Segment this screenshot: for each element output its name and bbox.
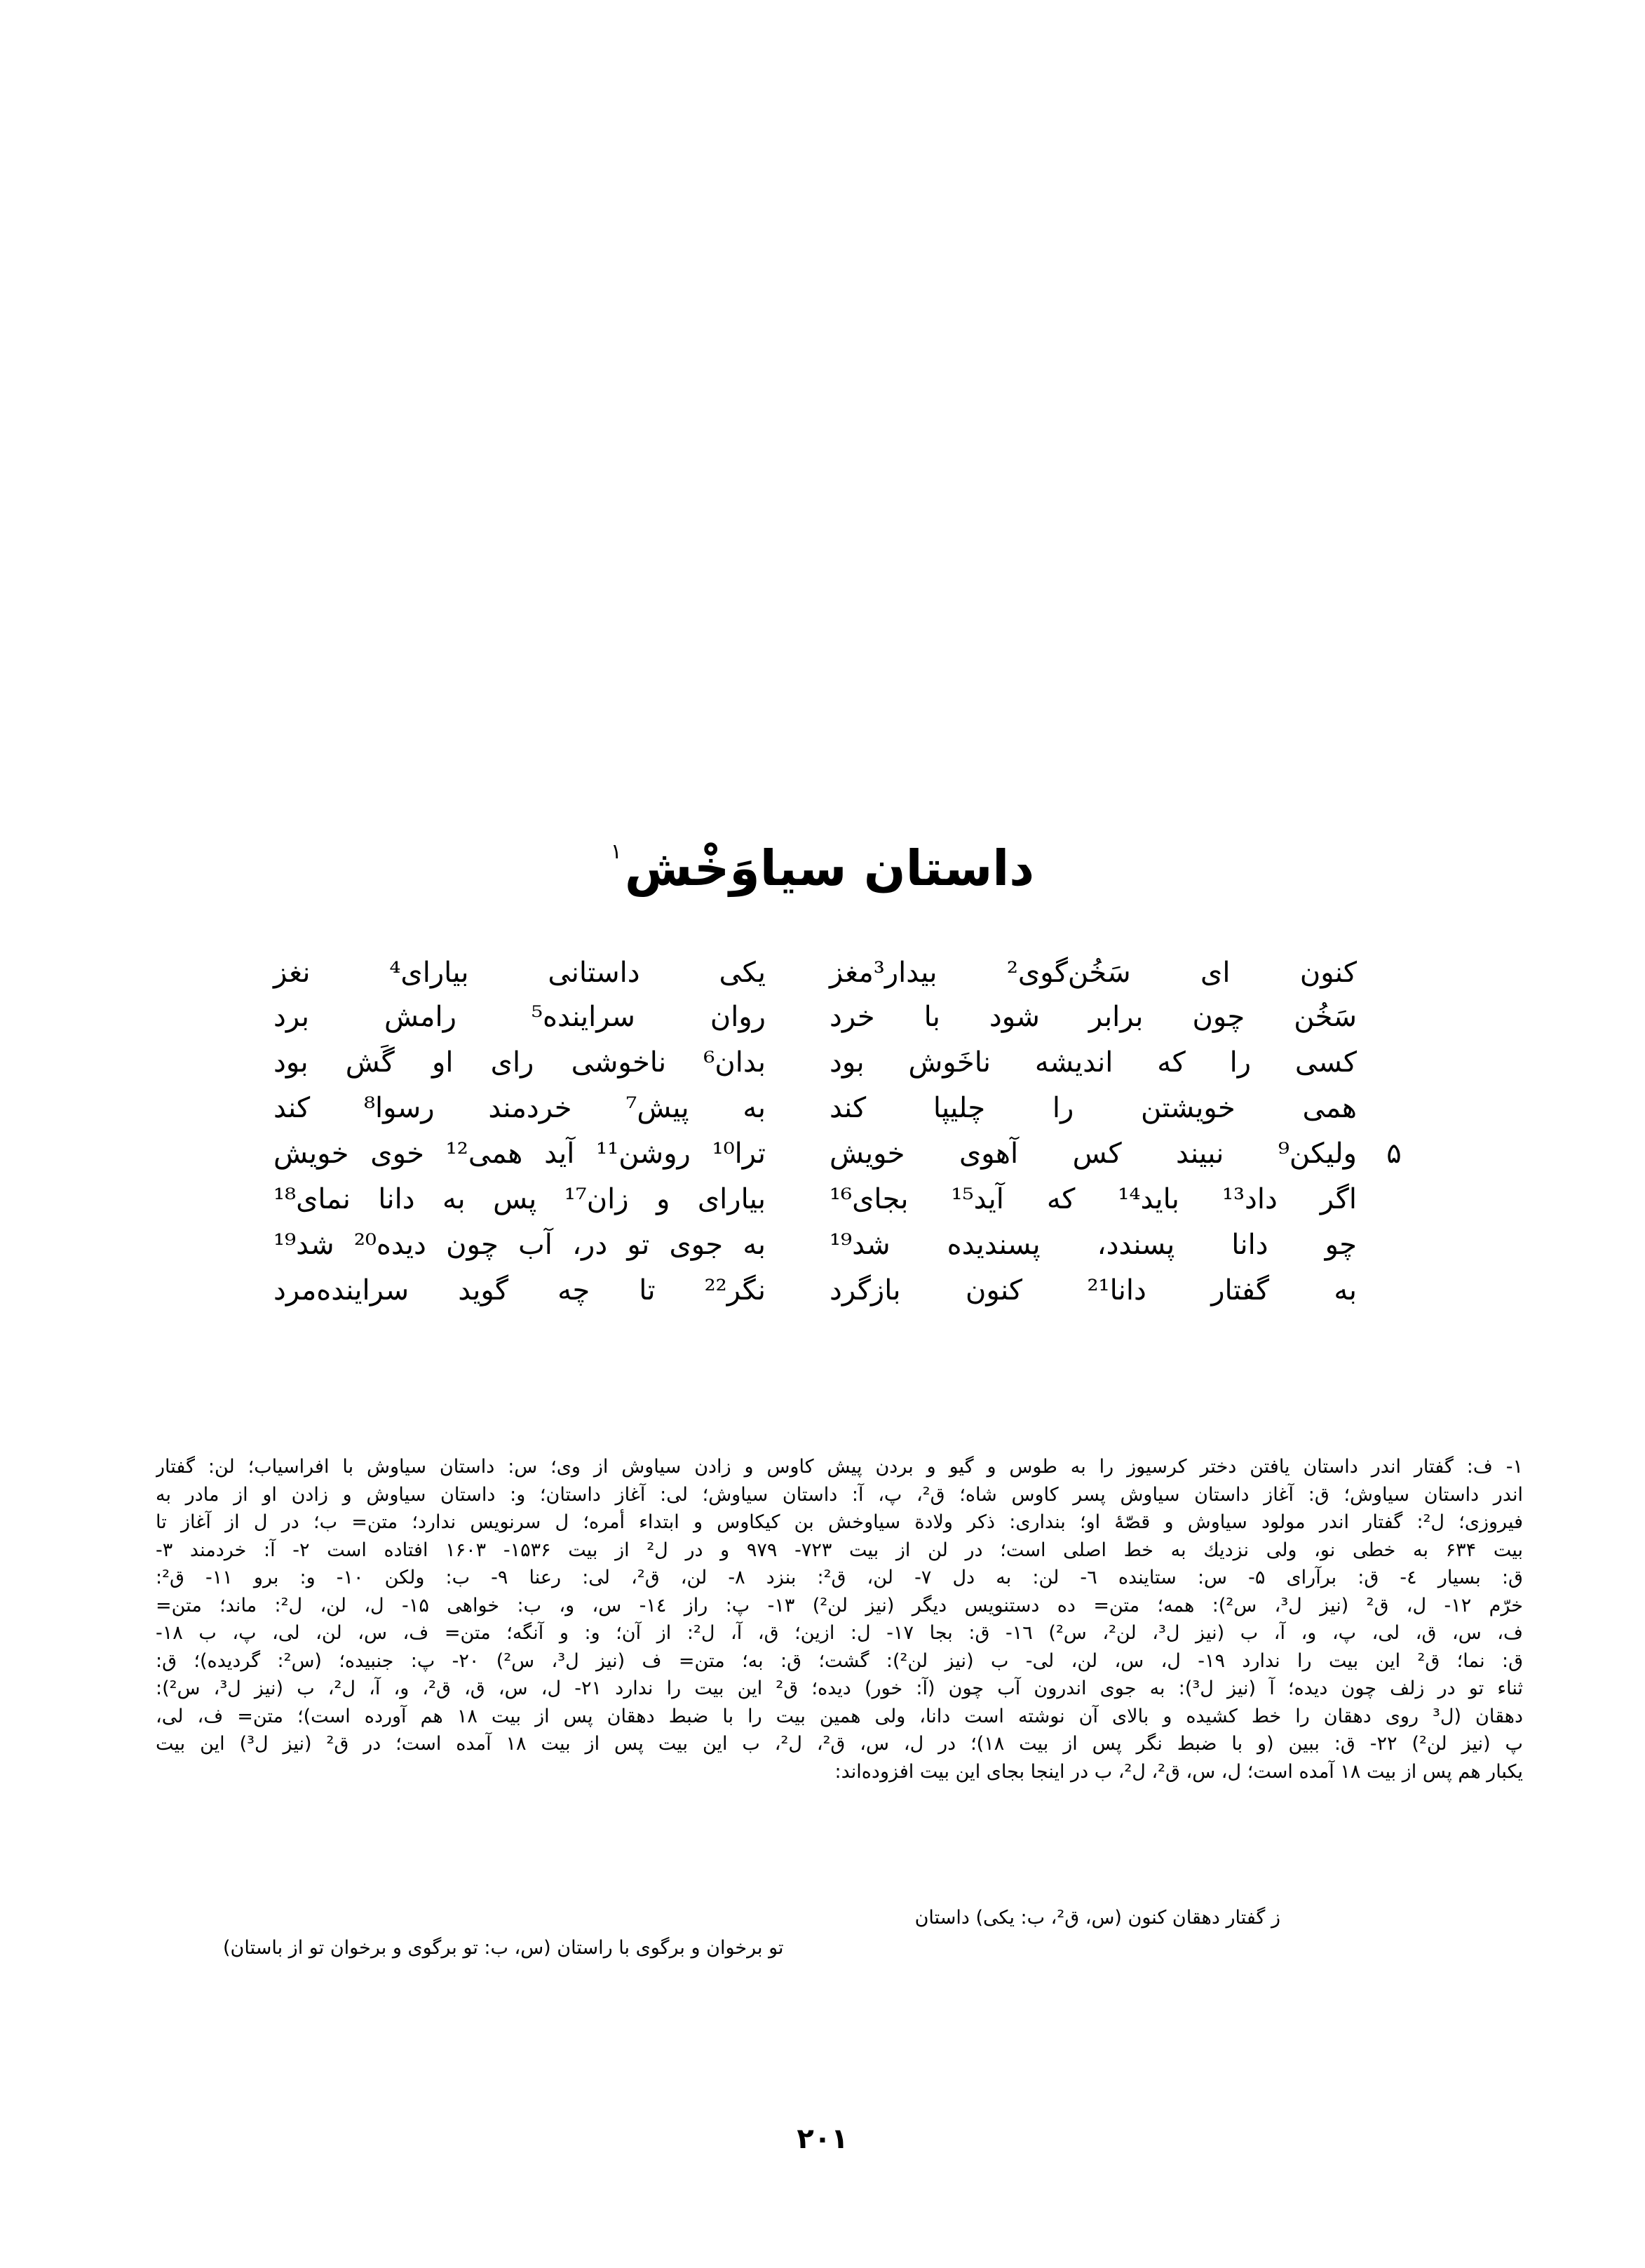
- hemistich-second: بیارای و زان¹⁷ پس به دانا نمای¹⁸: [273, 1183, 766, 1215]
- hemistich-first: اگر داد¹³ باید¹⁴ که آید¹⁵ بجای¹⁶: [830, 1183, 1357, 1215]
- footnotes: [156, 1453, 1523, 1786]
- chapter-title: [0, 814, 1645, 907]
- footnote-line: ثناء تو در زلف چون دیده؛ آ (نیز ل³): به جوی اندرون آب چون (آ: خور) دیده؛ ق² این بیت را ندارد ۲۱- ل، س، ق، ق²، و، آ، ل²، ب (نیز ل³، س²):: [156, 1678, 1523, 1699]
- hemistich-second: بدان⁶ ناخوشی رای او گَش بود: [273, 1046, 766, 1079]
- footnote-line: فیروزی؛ ل²: گفتار اندر مولود سیاوش و قصّهٔ او؛ بنداری: ذکر ولادة سیاوخش بن کیکاوس و ابتداء أمره؛ ل سرنویس ندارد؛ متن= ب؛ در ل از آغاز تا: [156, 1511, 1523, 1533]
- verse-row: [0, 1131, 1645, 1177]
- hemistich-first: همی خویشتن را چلیپا کند: [830, 1092, 1357, 1124]
- verse-row: [0, 1177, 1645, 1222]
- hemistich-second: یکی داستانی بیارای⁴ نغز: [273, 957, 766, 989]
- verse-row: [0, 994, 1645, 1040]
- page-number: ۲۰۱: [797, 2123, 848, 2155]
- hemistich-second: نگر²² تا چه گوید سراینده‌مرد: [273, 1274, 766, 1307]
- verse-row: [0, 1222, 1645, 1268]
- hemistich-first: به گفتار دانا²¹ کنون بازگرد: [830, 1274, 1357, 1307]
- verse-row: [0, 1268, 1645, 1314]
- verse-row: [0, 1040, 1645, 1086]
- footnote-line: ۱- ف: گفتار اندر داستان یافتن دختر کرسیوز را به طوس و گیو و بردن پیش کاوس و زادن سیاوش از وی؛ س: داستان سیاوش با افراسیاب؛ لن: گفتار: [156, 1456, 1523, 1478]
- footnote-line: ق: نما؛ ق² این بیت را ندارد ۱۹- ل، س، لن، لی- ب (نیز لن²): گشت؛ ق: به؛ متن= ف (نیز ل³، س²) ۲۰- پ: جنبیده؛ (س²: گردیده)؛ ق:: [156, 1649, 1523, 1672]
- footnote-line: ف، س، ق، لی، پ، و، آ، ب (نیز ل³، لن²، س²) ١٦- ق: بجا ۱۷- ل: ازین؛ ق، آ، ل²: از آن؛ و: و آنگه؛ متن= ف، س، لن، لی، پ، ب ۱۸-: [156, 1622, 1523, 1644]
- hemistich-second: به جوی تو در، آب چون دیده²⁰ شد¹⁹: [273, 1229, 766, 1261]
- title-footnote-ref: ۱: [610, 839, 622, 864]
- footnote-added-verse-second-text: تو برخوان و برگوی با راستان (س، ب: تو برگوی و برخوان تو از باستان): [223, 1937, 784, 1959]
- footnote-line: یکبار هم پس از بیت ۱۸ آمده است؛ ل، س، ق²، ل²، ب در اینجا بجای این بیت افزوده‌اند:: [834, 1760, 1523, 1783]
- hemistich-first: سَخُن چون برابر شود با خرد: [830, 1001, 1357, 1033]
- chapter-title-text: داستان سیاوَخْش: [624, 839, 1035, 897]
- verse-number: ۵: [1386, 1138, 1402, 1170]
- hemistich-second: روان سراینده⁵ رامش برد: [273, 1001, 766, 1033]
- footnote-line: اندر داستان سیاوش؛ ق: آغاز داستان سیاوش پسر کاوس شاه؛ ق²، پ، آ: داستان سیاوش؛ لی: آغاز داستان؛ و: داستان سیاوش و زادن او از مادر به: [156, 1483, 1523, 1506]
- hemistich-second: ترا¹⁰ روشن¹¹ آید همی¹² خوی خویش: [273, 1138, 766, 1170]
- verse-row: [0, 950, 1645, 996]
- hemistich-first: چو دانا پسندد، پسندیده شد¹⁹: [830, 1229, 1357, 1261]
- hemistich-first: ولیکن⁹ نبیند کس آهوی خویش: [830, 1138, 1357, 1170]
- hemistich-first: کنون ای سَخُن‌گوی² بیدار³مغز: [830, 957, 1357, 989]
- verse-row: [0, 1086, 1645, 1131]
- footnote-line: بیت ۶۳۴ به خطی نو، ولی نزدیك به خط اصلی است؛ در لن از بیت ۷۲۳- ۹۷۹ و در ل² از بیت ۱۵۳۶- ۱۶۰۳ افتاده است ۲- آ: خردمند ۳-: [156, 1539, 1523, 1561]
- footnote-added-verse-first-text: ز گفتار دهقان کنون (س، ق²، ب: یکی) داستان: [914, 1907, 1280, 1929]
- footnote-line: دهقان (ل³ روی دهقان را خط کشیده و بالای آن نوشته است دانا، ولی همین بیت را با ضبط دهقان پس از بیت ۱۸ هم آورده است)؛ متن= ف، لی،: [156, 1705, 1523, 1727]
- footnote-line: ق: بسیار ٤- ق: برآرای ۵- س: ستاینده ٦- لن: به دل ۷- لن، ق²: بنزد ۸- لن، ق²، لی: رعنا ۹- ب: ولکن ۱۰- و: برو ۱۱- ق²:: [156, 1567, 1523, 1588]
- hemistich-second: به پیش⁷ خردمند رسوا⁸ کند: [273, 1092, 766, 1124]
- footnote-line: پ (نیز لن²) ۲۲- ق: ببین (و با ضبط نگر پس از بیت ۱۸)؛ در ل، س، ق²، ل²، ب این بیت پس از بیت ۱۸ آمده است؛ در ق² (نیز ل³) این بیت: [156, 1733, 1523, 1755]
- footnote-line: خرّم ۱۲- ل، ق² (نیز ل³، س²): همه؛ متن= ده دستنویس دیگر (نیز لن²) ۱۳- پ: راز ١٤- س، و، ب: خواهی ۱۵- ل، لن، ل²: ماند؛ متن=: [156, 1594, 1523, 1616]
- hemistich-first: کسی را که اندیشه ناخَوش بود: [830, 1046, 1357, 1079]
